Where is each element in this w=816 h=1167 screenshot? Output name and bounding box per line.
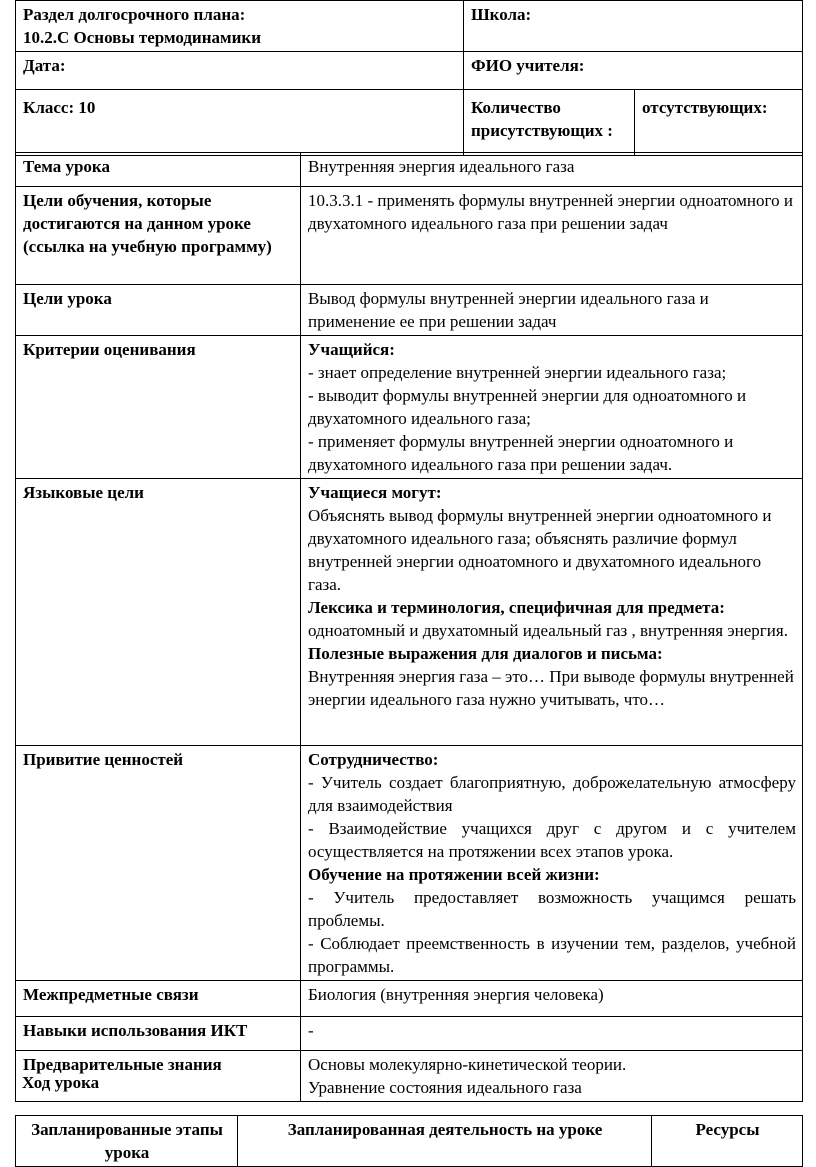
criteria-heading: Учащийся: xyxy=(308,340,395,359)
absent-cell xyxy=(635,90,803,156)
table-row xyxy=(16,1017,803,1051)
language-cell xyxy=(301,479,803,746)
table-row xyxy=(16,153,803,187)
values-heading-1: Сотрудничество: xyxy=(308,750,439,769)
topic-value: Внутренняя энергия идеального газа xyxy=(301,153,803,187)
table-row xyxy=(16,1116,803,1167)
school-cell xyxy=(464,1,803,52)
language-text-2: одноатомный и двухатомный идеальный газ , внутренняя энергия. xyxy=(308,621,788,640)
prior-cell xyxy=(301,1051,803,1102)
prior-label: Предварительные знания xyxy=(16,1051,301,1102)
class-cell xyxy=(16,90,464,156)
language-text-3: Внутренняя энергия газа – это… При выводе формулы внутренней энергии идеального газа нужно учитывать, что… xyxy=(308,667,794,709)
table-row xyxy=(16,336,803,479)
teacher-cell xyxy=(464,52,803,90)
school-label: Школа: xyxy=(471,5,532,24)
values-item: - Соблюдает преемственность в изучении тем, разделов, учебной программы. xyxy=(308,934,796,976)
objectives-value: 10.3.3.1 - применять формулы внутренней энергии одноатомного и двухатомного идеального газа при решении задач xyxy=(301,187,803,285)
class-label: Класс: 10 xyxy=(23,98,96,117)
section-label: Раздел долгосрочного плана: xyxy=(23,5,246,24)
criteria-label: Критерии оценивания xyxy=(16,336,301,479)
values-cell xyxy=(301,746,803,981)
table-row xyxy=(16,1051,803,1102)
language-heading-2: Лексика и терминология, специфичная для предмета: xyxy=(308,598,725,617)
interdisciplinary-value: Биология (внутренняя энергия человека) xyxy=(301,981,803,1017)
values-item: - Взаимодействие учащихся друг с другом и с учителем осуществляется на протяжении всех этапов урока. xyxy=(308,819,796,861)
topic-label: Тема урока xyxy=(16,153,301,187)
values-label: Привитие ценностей xyxy=(16,746,301,981)
values-item: - Учитель предоставляет возможность учащимся решать проблемы. xyxy=(308,888,796,930)
interdisciplinary-label: Межпредметные связи xyxy=(16,981,301,1017)
section-value: 10.2.С Основы термодинамики xyxy=(23,28,261,47)
date-cell xyxy=(16,52,464,90)
present-cell xyxy=(464,90,635,156)
lesson-goals-label: Цели урока xyxy=(16,285,301,336)
teacher-label: ФИО учителя: xyxy=(471,56,585,75)
course-heading: Ход урока xyxy=(22,1073,100,1092)
date-label: Дата: xyxy=(23,56,66,75)
criteria-item: - выводит формулы внутренней энергии для одноатомного и двухатомного идеального газа; xyxy=(308,386,747,428)
language-label: Языковые цели xyxy=(16,479,301,746)
section-cell xyxy=(16,1,464,52)
criteria-item: - применяет формулы внутренней энергии одноатомного и двухатомного идеального газа при решении задач. xyxy=(308,432,734,474)
prior-line-1: Основы молекулярно-кинетической теории. xyxy=(308,1055,627,1074)
table-row xyxy=(16,187,803,285)
course-col-resources: Ресурсы xyxy=(652,1116,803,1167)
lesson-plan-table xyxy=(15,152,803,1102)
course-col-activity: Запланированная деятельность на уроке xyxy=(238,1116,652,1167)
table-row xyxy=(16,981,803,1017)
ict-value: - xyxy=(301,1017,803,1051)
table-row xyxy=(16,746,803,981)
language-heading-3: Полезные выражения для диалогов и письма: xyxy=(308,644,663,663)
prior-line-2: Уравнение состояния идеального газа xyxy=(308,1078,582,1097)
absent-label: отсутствующих: xyxy=(642,98,768,117)
lesson-goals-value: Вывод формулы внутренней энергии идеального газа и применение ее при решении задач xyxy=(301,285,803,336)
course-col-stages: Запланированные этапы урока xyxy=(16,1116,238,1167)
values-heading-2: Обучение на протяжении всей жизни: xyxy=(308,865,600,884)
course-table xyxy=(15,1115,803,1167)
values-item: - Учитель создает благоприятную, доброжелательную атмосферу для взаимодействия xyxy=(308,773,796,815)
language-heading-1: Учащиеся могут: xyxy=(308,483,442,502)
language-text-1: Объяснять вывод формулы внутренней энергии одноатомного и двухатомного идеального газа; объяснять различие формул внутренней энергии одноатомного и двухатомного идеального газа. xyxy=(308,506,772,594)
present-label: Количество присутствующих : xyxy=(471,98,613,140)
table-row xyxy=(16,479,803,746)
criteria-cell xyxy=(301,336,803,479)
criteria-item: - знает определение внутренней энергии идеального газа; xyxy=(308,363,727,382)
ict-label: Навыки использования ИКТ xyxy=(16,1017,301,1051)
header-table xyxy=(15,0,803,156)
objectives-label: Цели обучения, которые достигаются на данном уроке (ссылка на учебную программу) xyxy=(16,187,301,285)
table-row xyxy=(16,285,803,336)
